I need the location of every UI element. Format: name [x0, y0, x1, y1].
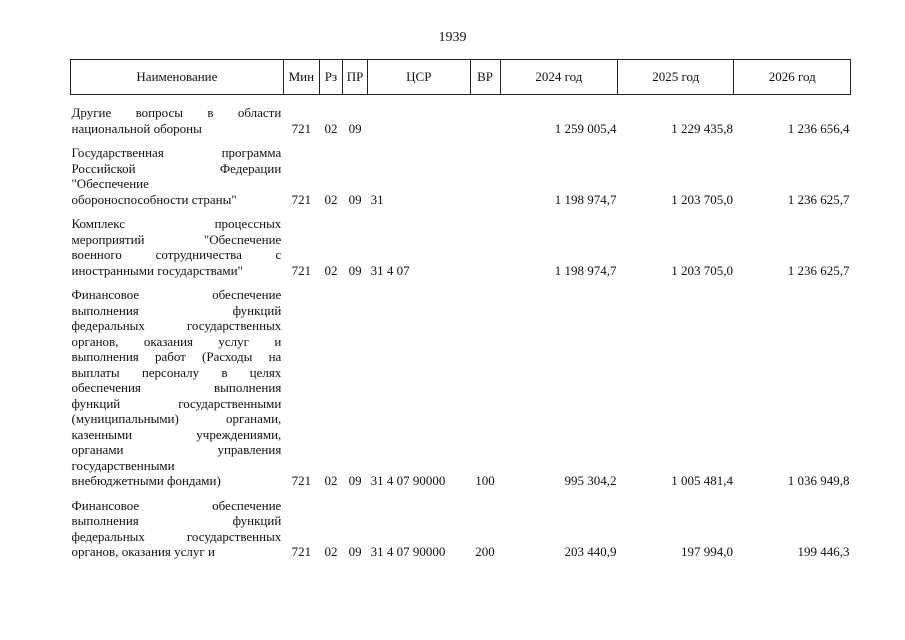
- cell-2026: 1 236 656,4: [787, 120, 850, 136]
- cell-pr: 09: [348, 120, 362, 136]
- cell-2024: 1 198 974,7: [554, 191, 617, 207]
- name-line: государственными: [71, 457, 175, 473]
- table-row: [71, 136, 851, 207]
- cell-min: 721: [291, 120, 312, 136]
- name-line: национальной обороны: [71, 120, 202, 136]
- cell-rz: 02: [324, 473, 338, 488]
- name-line: выполнения работ (Расходы на: [71, 349, 282, 364]
- table-row: [71, 489, 851, 560]
- name-line: обороноспособности страны": [71, 191, 237, 207]
- name-line: выполнения функций: [71, 302, 282, 318]
- header-csr: ЦСР: [368, 60, 470, 95]
- name-line: обеспечения выполнения: [71, 380, 282, 395]
- page-number: 1939: [438, 30, 467, 45]
- header-rz: Рз: [319, 60, 342, 95]
- cell-name: [71, 95, 284, 137]
- cell-2026: 1 236 625,7: [787, 191, 850, 207]
- cell-2024: 1 259 005,4: [554, 120, 617, 136]
- cell-min: 721: [291, 544, 312, 559]
- name-line: "Обеспечение: [71, 176, 149, 191]
- name-line: иностранными государствами": [71, 262, 243, 278]
- cell-vr: [470, 207, 500, 278]
- table-row: [71, 95, 851, 137]
- cell-csr: 31 4 07: [370, 262, 410, 278]
- cell-2025: 1 005 481,4: [671, 473, 733, 488]
- name-line: федеральных государственных: [71, 528, 282, 544]
- cell-min: 721: [291, 191, 312, 207]
- cell-pr: 09: [348, 191, 362, 207]
- budget-table: [70, 59, 851, 560]
- table-body: [71, 95, 851, 560]
- cell-2024: 1 198 974,7: [554, 262, 617, 278]
- cell-csr: 31 4 07 90000: [370, 473, 446, 488]
- cell-2025: 1 229 435,8: [671, 120, 733, 136]
- name-line: функций государственными: [71, 395, 282, 411]
- cell-csr: 31: [370, 191, 384, 207]
- name-line: федеральных государственных: [71, 318, 282, 333]
- cell-2026: 1 036 949,8: [787, 473, 850, 488]
- cell-name: [71, 278, 284, 489]
- cell-2025: 1 203 705,0: [671, 262, 733, 278]
- cell-2026: 199 446,3: [797, 544, 850, 559]
- header-2026: 2026 год: [734, 60, 851, 95]
- cell-min: 721: [291, 262, 312, 278]
- table-row: [71, 278, 851, 489]
- cell-pr: 09: [348, 262, 362, 278]
- cell-vr: 100: [475, 473, 495, 488]
- cell-2024: 203 440,9: [564, 544, 617, 559]
- name-line: органами управления: [71, 442, 282, 457]
- cell-rz: 02: [324, 544, 338, 559]
- name-line: выплаты персоналу в целях: [71, 364, 282, 380]
- cell-name: [71, 136, 284, 207]
- cell-rz: 02: [324, 262, 338, 278]
- name-line: органов, оказания услуг и: [71, 544, 215, 559]
- header-pr: ПР: [343, 60, 368, 95]
- name-line: Государственная программа: [71, 145, 282, 160]
- cell-rz: 02: [324, 191, 338, 207]
- cell-2025: 197 994,0: [680, 544, 733, 559]
- name-line: Комплекс процессных: [71, 216, 282, 231]
- cell-2026: 1 236 625,7: [787, 262, 850, 278]
- header-vr: ВР: [470, 60, 500, 95]
- header-name: Наименование: [71, 60, 284, 95]
- name-line: Другие вопросы в области: [71, 105, 282, 120]
- header-2025: 2025 год: [618, 60, 734, 95]
- table-row: [71, 207, 851, 278]
- cell-min: 721: [291, 473, 312, 488]
- header-2024: 2024 год: [500, 60, 617, 95]
- name-line: мероприятий "Обеспечение: [71, 231, 282, 247]
- cell-name: [71, 207, 284, 278]
- name-line: выполнения функций: [71, 513, 282, 528]
- cell-name: [71, 489, 284, 560]
- cell-vr: [470, 95, 500, 137]
- name-line: Финансовое обеспечение: [71, 287, 282, 302]
- cell-pr: 09: [348, 544, 362, 559]
- cell-vr: [470, 136, 500, 207]
- cell-pr: 09: [348, 473, 362, 488]
- name-line: военного сотрудничества с: [71, 247, 282, 262]
- cell-rz: 02: [324, 120, 338, 136]
- cell-csr: [368, 95, 470, 137]
- name-line: Финансовое обеспечение: [71, 497, 282, 513]
- name-line: Российской Федерации: [71, 160, 282, 176]
- name-line: внебюджетными фондами): [71, 473, 221, 488]
- cell-vr: 200: [475, 544, 495, 559]
- name-line: казенными учреждениями,: [71, 426, 282, 442]
- cell-2024: 995 304,2: [564, 473, 617, 488]
- cell-csr: 31 4 07 90000: [370, 544, 446, 559]
- cell-2025: 1 203 705,0: [671, 191, 733, 207]
- header-min: Мин: [283, 60, 319, 95]
- table-header: [71, 60, 851, 95]
- name-line: органов, оказания услуг и: [71, 333, 282, 349]
- name-line: (муниципальными) органами,: [71, 411, 282, 426]
